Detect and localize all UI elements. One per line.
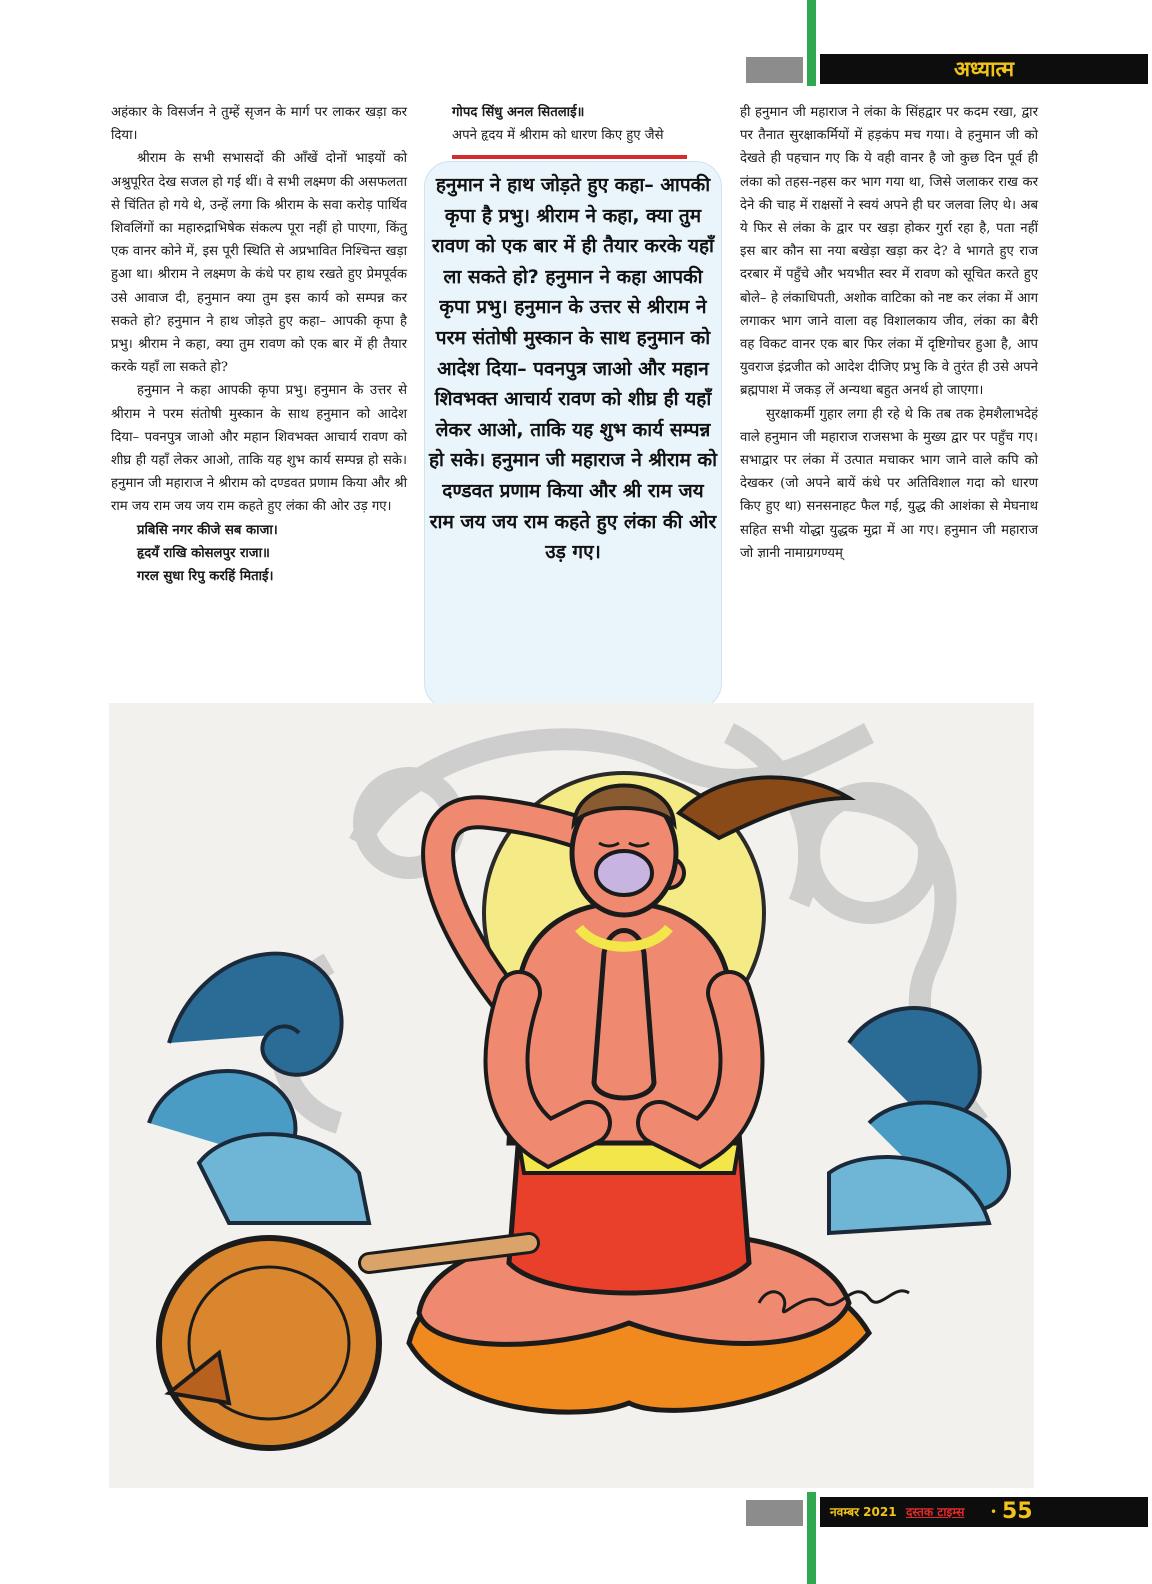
paragraph: हनुमान ने कहा आपकी कृपा प्रभु। हनुमान के उत्तर से श्रीराम ने परम संतोषी मुस्कान के साथ हनुमान को आदेश दिया– पवनपुत्र जाओ और महान शिवभक्त आचार्य रावण को शीघ्र ही यहाँ लेकर आओ, ताकि यह शुभ कार्य सम्पन्न हो सके। हनुमान जी महाराज ने श्रीराम को दण्डवत प्रणाम किया और श्री राम जय राम जय जय राम कहते हुए लंका की ओर उड़ गए। [111,383,407,515]
section-title: अध्यात्म [953,57,1015,81]
verse-line: प्रबिसि नगर कीजे सब काजा। [137,522,278,538]
header-gray-block [746,57,803,83]
verse-line: हृदयँ राखि कोसलपुर राजा॥ [137,545,270,561]
article-column-2 [452,101,716,147]
paragraph: अहंकार के विसर्जन ने तुम्हें सृजन के मार्ग पर लाकर खड़ा कर दिया। [111,105,407,144]
hanuman-illustration [109,703,1034,1488]
paragraph: अपने हृदय में श्रीराम को धारण किए हुए जैसे [452,128,664,144]
pull-quote-text: हनुमान ने हाथ जोड़ते हुए कहा– आपकी कृपा है प्रभु। श्रीराम ने कहा, क्या तुम रावण को एक बार में ही तैयार करके यहाँ ला सकते हो? हनुमान ने कहा आपकी कृपा प्रभु। हनुमान के उत्तर से श्रीराम ने परम संतोषी मुस्कान के साथ हनुमान को आदेश दिया– पवनपुत्र जाओ और महान शिवभक्त आचार्य रावण को शीघ्र ही यहाँ लेकर आओ, ताकि यह शुभ कार्य सम्पन्न हो सके। हनुमान जी महाराज ने श्रीराम को दण्डवत प्रणाम किया और श्री राम जय राम जय जय राम कहते हुए लंका की ओर उड़ गए। [428,174,718,564]
paragraph: सुरक्षाकर्मी गुहार लगा ही रहे थे कि तब तक हेमशैलाभदेहं वाले हनुमान जी महाराज राजसभा के मुख्य द्वार पर पहुँच गए। सभाद्वार पर लंका में उत्पात मचाकर भाग जाने वाले कपि को देखकर (जो अपने बायें कंधे पर अतिविशाल गदा को धारण किए हुए था) सनसनाहट फैल गई, युद्ध की आशंका से मेघनाथ सहित सभी योद्धा युद्धक मुद्रा में आ गए। हनुमान जी महाराज जो ज्ञानी नामाग्रगण्यम् [740,406,1038,561]
issue-date: नवम्बर 2021 [830,1505,897,1519]
footer-green-bar [807,1492,816,1584]
article-column-3 [740,101,1038,565]
footer-bullet: • [990,1505,998,1519]
article-column-1 [111,101,407,588]
magazine-name: दस्तक टाइम्स [906,1505,965,1519]
paragraph: ही हनुमान जी महाराज ने लंका के सिंहद्वार पर कदम रखा, द्वार पर तैनात सुरक्षाकर्मियों में हड़कंप मच गया। वे हनुमान जी को देखते ही पहचान गए कि ये वही वानर है जो कुछ दिन पूर्व ही लंका को तहस-नहस कर भाग गया था, जिसे जलाकर राख कर देने की चाह में राक्षसों ने स्वयं अपने ही घर जलवा लिए थे। अब ये फिर से लंका के द्वार पर खड़ा होकर गुर्रा रहा है, पता नहीं इस बार कौन सा नया बखेड़ा खड़ा कर दे? वे भागते हुए राज दरबार में पहुँचे और भयभीत स्वर में रावण को सूचित करते हुए बोले– हे लंकाधिपती, अशोक वाटिका को नष्ट कर लंका में आग लगाकर भाग जाने वाला वह विशालकाय जीव, लंका का बैरी वह विकट वानर एक बार फिर लंका में दृष्टिगोचर हुआ है, आप युवराज इंद्रजीत को आदेश दीजिए प्रभु कि वे तुरंत ही उसे अपने ब्रह्मपाश में जकड़ लें अन्यथा बहुत अनर्थ हो जाएगा। [740,105,1038,399]
page-number: 55 [1002,1499,1033,1524]
paragraph: श्रीराम के सभी सभासदों की आँखें दोनों भाइयों को अश्रुपूरित देख सजल हो गई थीं। वे सभी लक्ष्मण की असफलता से चिंतित हो गये थे, उन्हें लगा कि श्रीराम के सवा करोड़ पार्थिव शिवलिंगों का महारुद्राभिषेक संकल्प पूरा नहीं हो पाएगा, किंतु एक वानर कोने में, इस पूरी स्थिति से अप्रभावित निश्चिन्त खड़ा हुआ था। श्रीराम ने लक्ष्मण के कंधे पर हाथ रखते हुए प्रेमपूर्वक उसे आवाज दी, हनुमान क्या तुम इस कार्य को सम्पन्न कर सकते हो? हनुमान ने हाथ जोड़ते हुए कहा– आपकी कृपा है प्रभु। श्रीराम ने कहा, क्या तुम रावण को एक बार में ही तैयार करके यहाँ ला सकते हो? [111,151,407,376]
pull-quote-top-rule [452,155,687,159]
header-green-bar [807,0,816,86]
verse-line: गरल सुधा रिपु करहिं मिताई। [137,569,274,585]
folded-hands [594,931,654,1099]
verse-line: गोपद सिंधु अनल सितलाई॥ [452,105,585,120]
footer-gray-block [746,1500,803,1526]
